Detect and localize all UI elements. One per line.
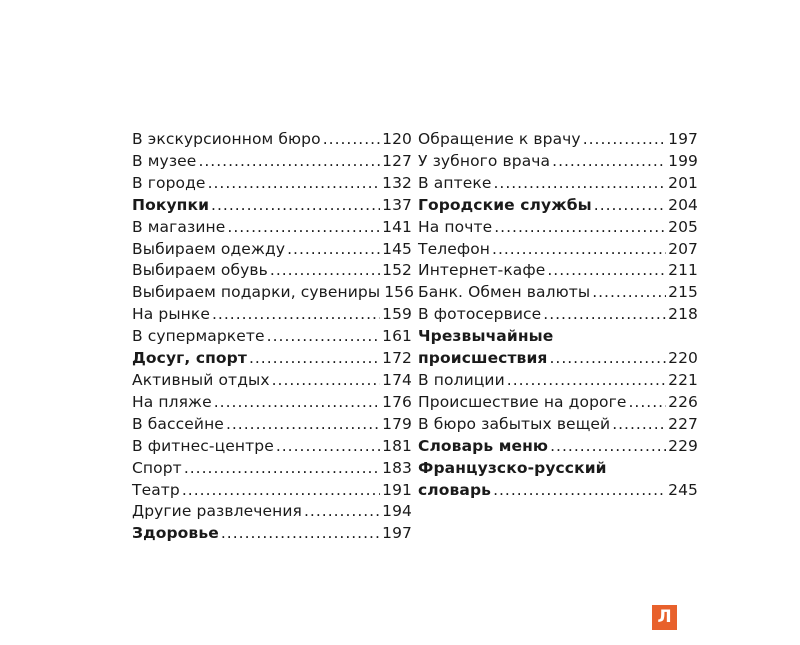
toc-entry (132, 282, 415, 304)
toc-leader-dots (507, 370, 666, 392)
toc-leader-dots (267, 326, 380, 348)
toc-leader-dots (592, 282, 666, 304)
toc-page-number: 227 (668, 414, 698, 433)
toc-page-number: 199 (668, 151, 698, 170)
toc-page-number: 176 (382, 392, 412, 411)
toc-entry (132, 304, 412, 326)
toc-leader-dots (212, 304, 380, 326)
toc-entry (418, 392, 698, 414)
toc-leader-dots (304, 501, 380, 523)
toc-page-number: 204 (668, 195, 698, 214)
toc-entry-title: В магазине (132, 217, 226, 236)
toc-leader-dots (543, 304, 666, 326)
toc-page-number: 174 (382, 370, 412, 389)
toc-entry-title: В городе (132, 173, 206, 192)
toc-entry (132, 370, 412, 392)
toc-page-number: 197 (382, 524, 412, 543)
toc-entry (132, 436, 412, 458)
toc-entry (418, 304, 698, 326)
toc-page-number: 218 (668, 305, 698, 324)
toc-entry (418, 282, 698, 304)
toc-entry (132, 414, 412, 436)
toc-entry-second-line (418, 480, 698, 502)
toc-entry-title: Театр (132, 480, 180, 499)
toc-page-number: 207 (668, 239, 698, 258)
toc-entry (418, 370, 698, 392)
toc-entry-title: В аптеке (418, 173, 492, 192)
toc-entry-second-line (418, 348, 698, 370)
toc-entry-title: На рынке (132, 305, 210, 324)
toc-entry (418, 129, 698, 151)
toc-leader-dots (494, 217, 666, 239)
toc-page-number: 172 (382, 349, 412, 368)
toc-page-number: 229 (668, 436, 698, 455)
toc-entry-title: В супермаркете (132, 327, 265, 346)
toc-leader-dots (583, 129, 666, 151)
toc-entry (132, 129, 412, 151)
toc-entry-title: Городские службы (418, 195, 592, 214)
toc-page-number: 183 (382, 458, 412, 477)
toc-entry-title-continued: происшествия (418, 349, 548, 368)
toc-leader-dots (628, 392, 666, 414)
toc-page-number: 145 (382, 239, 412, 258)
toc-entry-title: В бюро забытых вещей (418, 414, 611, 433)
toc-entry-title: Чрезвычайные (418, 327, 554, 346)
toc-page-number: 159 (382, 305, 412, 324)
toc-entry-title: В бассейне (132, 414, 224, 433)
toc-entry-title: Обращение к врачу (418, 130, 581, 148)
toc-page-number: 215 (668, 283, 698, 302)
toc-page-number: 120 (382, 130, 412, 148)
toc-page-number: 191 (382, 480, 412, 499)
toc-leader-dots (276, 436, 380, 458)
toc-leader-dots (272, 370, 380, 392)
toc-leader-dots (182, 480, 380, 502)
toc-entry-title: У зубного врача (418, 151, 551, 170)
toc-entry-title: В экскурсионном бюро (132, 130, 321, 148)
toc-entry-title: Активный отдых (132, 370, 270, 389)
toc-entry-title-continued: словарь (418, 480, 492, 499)
toc-entry-title: Здоровье (132, 524, 219, 543)
toc-entry-title: На почте (418, 217, 493, 236)
toc-entry-title: На пляже (132, 392, 212, 411)
toc-entry-title: В музее (132, 151, 197, 170)
toc-leader-dots (270, 260, 380, 282)
toc-leader-dots (221, 523, 380, 545)
toc-entry-title: Другие развлечения (132, 502, 302, 521)
toc-page-number: 141 (382, 217, 412, 236)
toc-entry (418, 173, 698, 195)
toc-entry (418, 217, 698, 239)
toc-leader-dots (492, 239, 666, 261)
toc-leader-dots (208, 173, 381, 195)
toc-entry (132, 458, 412, 480)
toc-entry (132, 523, 412, 545)
toc-entry-title: Выбираем обувь (132, 261, 268, 280)
toc-leader-dots (198, 151, 380, 173)
toc-entry-title: Банк. Обмен валюты (418, 283, 591, 302)
toc-page-number: 205 (668, 217, 698, 236)
toc-leader-dots (227, 217, 380, 239)
toc-page-number: 152 (382, 261, 412, 280)
toc-leader-dots (594, 195, 666, 217)
toc-entry-title: Досуг, спорт (132, 349, 247, 368)
toc-entry (418, 436, 698, 458)
toc-entry-title: Происшествие на дороге (418, 392, 627, 411)
toc-page-number: 132 (382, 173, 412, 192)
toc-entry-title: Французско-русский (418, 458, 607, 477)
toc-entry-title: Покупки (132, 195, 210, 214)
toc-leader-dots (184, 458, 380, 480)
toc-entry-title: Телефон (418, 239, 491, 258)
toc-entry (132, 260, 412, 282)
toc-leader-dots (323, 129, 380, 151)
toc-entry (132, 151, 412, 173)
toc-page-number: 137 (382, 195, 412, 214)
toc-entry (132, 480, 412, 502)
toc-entry-title: Словарь меню (418, 436, 549, 455)
toc-leader-dots (549, 348, 666, 370)
toc-entry (132, 239, 412, 261)
toc-page-number: 127 (382, 151, 412, 170)
toc-page-number: 220 (668, 349, 698, 368)
toc-entry-title: Спорт (132, 458, 182, 477)
toc-entry (418, 239, 698, 261)
toc-entry (418, 458, 698, 502)
toc-leader-dots (612, 414, 666, 436)
toc-page-number: 211 (668, 261, 698, 280)
toc-leader-dots (211, 195, 380, 217)
toc-entry-title: Выбираем подарки, сувениры (132, 283, 381, 302)
toc-entry (418, 260, 698, 282)
toc-page-number: 161 (382, 327, 412, 346)
toc-entry-title: В полиции (418, 370, 505, 389)
toc-page-number: 201 (668, 173, 698, 192)
toc-page-number: 226 (668, 392, 698, 411)
toc-leader-dots (547, 260, 666, 282)
toc-entry (132, 217, 412, 239)
toc-entry (418, 195, 698, 217)
toc-entry-title: Интернет-кафе (418, 261, 546, 280)
toc-entry-title: В фитнес-центре (132, 436, 274, 455)
toc-page-number: 181 (382, 436, 412, 455)
toc-entry (132, 195, 412, 217)
toc-column-left (132, 129, 415, 545)
toc-page-number: 197 (668, 130, 698, 148)
toc-entry (418, 326, 698, 370)
toc-entry (132, 348, 412, 370)
toc-entry (418, 151, 698, 173)
toc-leader-dots (226, 414, 380, 436)
toc-page-number: 156 (384, 283, 415, 302)
toc-leader-dots (550, 436, 666, 458)
toc-leader-dots (493, 173, 666, 195)
toc-entry (132, 326, 412, 348)
toc-leader-dots (552, 151, 666, 173)
toc-entry (132, 501, 412, 523)
toc-entry-title: Выбираем одежду (132, 239, 286, 258)
publisher-logo-icon: Л (652, 605, 677, 630)
toc-page-number: 245 (668, 480, 698, 499)
toc-entry (132, 173, 412, 195)
toc-leader-dots (249, 348, 380, 370)
toc-entry-title: В фотосервисе (418, 305, 542, 324)
toc-page-number: 194 (382, 502, 412, 521)
toc-entry (418, 414, 698, 436)
toc-page-number: 221 (668, 370, 698, 389)
toc-column-right (418, 129, 698, 501)
toc-leader-dots (287, 239, 380, 261)
toc-leader-dots (214, 392, 380, 414)
toc-entry (132, 392, 412, 414)
toc-leader-dots (493, 480, 666, 502)
toc-page-number: 179 (382, 414, 412, 433)
